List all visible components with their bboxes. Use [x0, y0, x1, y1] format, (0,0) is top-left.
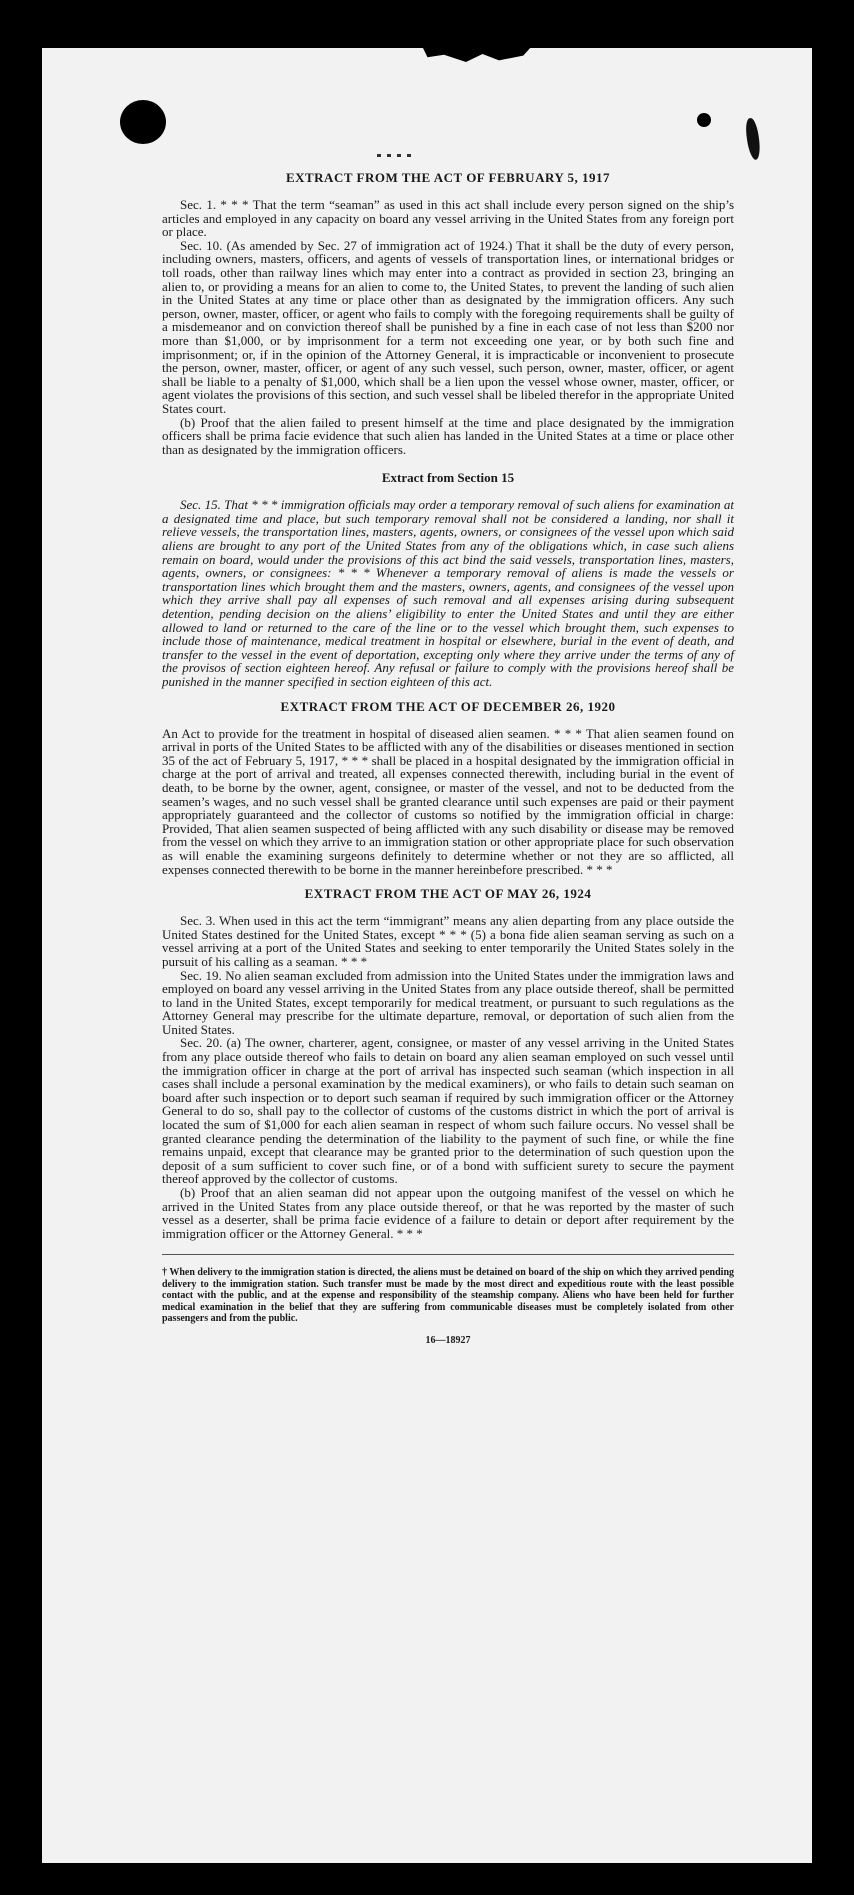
section-act-1924	[162, 914, 734, 1240]
ink-blot	[697, 113, 711, 127]
punch-hole	[120, 100, 166, 144]
section-15	[162, 498, 734, 688]
ink-blot	[744, 117, 762, 160]
paragraph-sec-20-b: (b) Proof that an alien seaman did not appear upon the outgoing manifest of the vessel on which he arrived in the United States from any place outside thereof, or that he was reported by the master of such vessel as a deserter, shall be prima facie evidence of a failure to detain or deport after requirement by the immigration officer or the Attorney General. * * *	[162, 1185, 734, 1241]
heading-section-15: Extract from Section 15	[381, 470, 515, 486]
heading-act-1920: EXTRACT FROM THE ACT OF DECEMBER 26, 1920	[280, 698, 616, 714]
form-number: 16—18927	[425, 1334, 471, 1346]
heading-act-1924: EXTRACT FROM THE ACT OF MAY 26, 1924	[304, 886, 592, 902]
footnote	[162, 1267, 734, 1325]
paragraph-act-1920: An Act to provide for the treatment in hospital of diseased alien seamen. * * * That alien seamen found on arrival in ports of the United States to be afflicted with any of the disabilities or diseases mentioned in section 35 of the act of February 5, 1917, * * * shall be placed in a hospital designated by the immigration official in charge at the port of arrival and treated, all expenses connected therewith, including burial in the event of death, to be borne by the owner, agent, consignee, or master of the vessel, and not to be deducted from the seamen’s wages, and no such vessel shall be granted clearance until such expenses are paid or their payment appropriately guaranteed and the collector of customs so notified by the immigration official in charge: Provided, That alien seamen suspected of being afflicted with any such disability or disease may be removed from the vessel on which they arrive to an immigration station or other appropriate place for such observation as will enable the examining surgeons definitely to determine whether or not they are so afflicted, all expenses connected therewith to be borne in the manner hereinbefore prescribed. * * *	[162, 725, 734, 877]
smudge-marks	[377, 144, 467, 154]
paragraph-sec-15: Sec. 15. That * * * immigration officials may order a temporary removal of such aliens for examination at a designated time and place, but such temporary removal shall not be considered a landing, nor shall it relieve vessels, the transportation lines, masters, agents, owners, or consignees of the vessel upon which said aliens are brought to any port of the United States from any of the obligations which, in case such aliens remain on board, would under the provisions of this act bind the said vessels, transportation lines, masters, agents, owners, or consignees: * * * Whenever a temporary removal of aliens is made the vessels or transportation lines which brought them and the masters, owners, agents, and consignees of the vessel upon which they arrive shall pay all expenses of such removal and all expenses arising during subsequent detention, pending decision on the aliens’ eligibility to enter the United States and until they are either allowed to land or returned to the care of the line or to the vessel which brought them, such expenses to include those of maintenance, medical treatment in hospital or elsewhere, burial in the event of death, and transfer to the vessel in the event of deportation, excepting only where they arrive under the terms of any of the provisos of section eighteen hereof. Any refusal or failure to comply with the provisions hereof shall be punished in the manner specified in section eighteen of this act.	[162, 497, 734, 689]
torn-edge	[422, 48, 532, 62]
paragraph-sec-1: Sec. 1. * * * That the term “seaman” as used in this act shall include every person signed on the ship’s articles and employed in any capacity on board any vessel arriving in the United States from any foreign port or place.	[162, 197, 734, 240]
section-act-1917	[162, 198, 734, 456]
paragraph-sec-20-a: Sec. 20. (a) The owner, charterer, agent, consignee, or master of any vessel arriving in the United States from any place outside thereof who fails to detain on board any alien seaman employed on such vessel until the immigration officer in charge at the port of arrival has inspected such seaman (which inspection in all cases shall include a personal examination by the medical examiners), or who fails to detain such seaman on board after such inspection or to deport such seaman if required by such immigration officer or the Attorney General to do so, shall pay to the collector of customs of the customs district in which the port of arrival is located the sum of $1,000 for each alien seaman in respect of whom such failure occurs. No vessel shall be granted clearance pending the determination of the liability to the payment of such fine, or while the fine remains unpaid, except that clearance may be granted prior to the determination of such question upon the deposit of a sum sufficient to cover such fine, or of a bond with sufficient surety to secure the payment thereof approved by the collector of customs.	[162, 1035, 734, 1187]
document-page	[42, 48, 812, 1863]
divider-rule	[162, 1254, 734, 1255]
paragraph-sec-3: Sec. 3. When used in this act the term “immigrant” means any alien departing from any place outside the United States destined for the United States, except * * * (5) a bona fide alien seaman serving as such on a vessel arriving at a port of the United States and seeking to enter temporarily the United States solely in the pursuit of his calling as a seaman. * * *	[162, 913, 734, 969]
paragraph-sec-10: Sec. 10. (As amended by Sec. 27 of immigration act of 1924.) That it shall be the duty of every person, including owners, masters, officers, and agents of vessels of transportation lines, or international bridges or toll roads, other than railway lines which may enter into a contract as provided in section 23, bringing an alien to, or providing a means for an alien to come to, the United States, to prevent the landing of such alien in the United States at any time or place other than as designated by the immigration officers. Any such person, owner, master, officer, or agent who fails to comply with the foregoing requirements shall be guilty of a misdemeanor and on conviction thereof shall be punished by a fine in each case of not less than $200 nor more than $1,000, or by imprisonment for a term not exceeding one year, or by both such fine and imprisonment; or, if in the opinion of the Attorney General, it is impracticable or inconvenient to prosecute the person, owner, master, officer, or agent of any such vessel, such person, owner, master, officer, or agent shall be liable to a penalty of $1,000, which shall be a lien upon the vessel whose owner, master, officer, or agent violates the provisions of this section, and such vessel shall be libeled therefor in the appropriate United States court.	[162, 237, 734, 416]
paragraph-sec-19: Sec. 19. No alien seaman excluded from admission into the United States under the immigration laws and employed on board any vessel arriving in the United States from any place outside thereof, shall be permitted to land in the United States, except temporarily for medical treatment, or pursuant to such regulations as the Attorney General may prescribe for the ultimate departure, removal, or deportation of such alien from the United States.	[162, 967, 734, 1037]
paragraph-sec-10-b: (b) Proof that the alien failed to present himself at the time and place designated by the immigration officers shall be prima facie evidence that such alien has landed in the United States at a time or place other than as designated by the immigration officers.	[162, 414, 734, 457]
footnote-text: † When delivery to the immigration station is directed, the aliens must be detained on board of the ship on which they arrived pending delivery to the immigration station. Such transfer must be made by the most direct and expeditious route with the least possible contact with the public, and at the expense and responsibility of the steamship company. Aliens who have been held for further medical examination in the belief that they are suffering from communicable diseases must be completely isolated from other passengers and from the public.	[162, 1267, 734, 1325]
section-act-1920	[162, 727, 734, 877]
heading-act-1917: EXTRACT FROM THE ACT OF FEBRUARY 5, 1917	[285, 170, 611, 185]
